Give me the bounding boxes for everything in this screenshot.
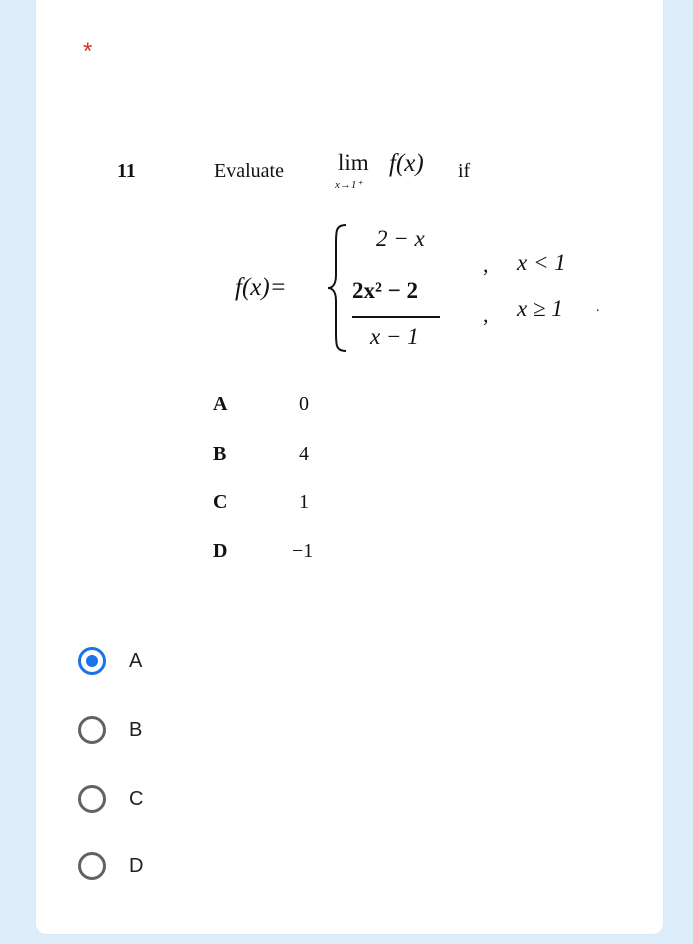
option-value-c: 1 <box>299 491 309 513</box>
choice-c[interactable] <box>78 783 143 815</box>
piece2-numerator: 2x² − 2 <box>352 278 419 303</box>
choice-a[interactable] <box>78 645 142 677</box>
piece2-separator: , <box>483 302 489 327</box>
limit-function: f(x) <box>389 150 424 177</box>
choice-d[interactable] <box>78 850 143 882</box>
choice-b[interactable] <box>78 714 142 746</box>
function-definition-lhs: f(x)= <box>235 274 287 301</box>
option-value-d: −1 <box>292 540 314 562</box>
piece1-condition: x < 1 <box>517 250 566 275</box>
option-value-b: 4 <box>299 443 309 465</box>
option-letter-a: A <box>213 393 228 415</box>
piece2-condition: x ≥ 1 <box>517 296 563 321</box>
choice-label-a: A <box>129 649 143 672</box>
fraction-bar <box>352 316 440 318</box>
definition-period: . <box>596 300 600 315</box>
choice-label-d: D <box>129 854 144 877</box>
option-value-a: 0 <box>299 393 309 415</box>
option-letter-c: C <box>213 491 228 513</box>
piece1-separator: , <box>483 252 489 277</box>
option-letter-d: D <box>213 540 228 562</box>
radio-unselected-icon[interactable] <box>78 852 106 880</box>
radio-unselected-icon[interactable] <box>78 716 106 744</box>
left-brace-icon <box>326 223 350 353</box>
piece1-expression: 2 − x <box>376 226 425 251</box>
choice-label-c: C <box>129 787 144 810</box>
choice-label-b: B <box>129 718 143 741</box>
piece2-denominator: x − 1 <box>370 324 419 349</box>
question-prompt: Evaluate <box>214 160 284 182</box>
limit-suffix: if <box>458 160 471 182</box>
required-marker: * <box>83 38 93 65</box>
radio-unselected-icon[interactable] <box>78 785 106 813</box>
limit-word: lim <box>338 150 369 175</box>
radio-selected-icon[interactable] <box>78 647 106 675</box>
question-number: 11 <box>117 160 136 182</box>
limit-subscript: x→1⁺ <box>335 179 363 191</box>
option-letter-b: B <box>213 443 227 465</box>
